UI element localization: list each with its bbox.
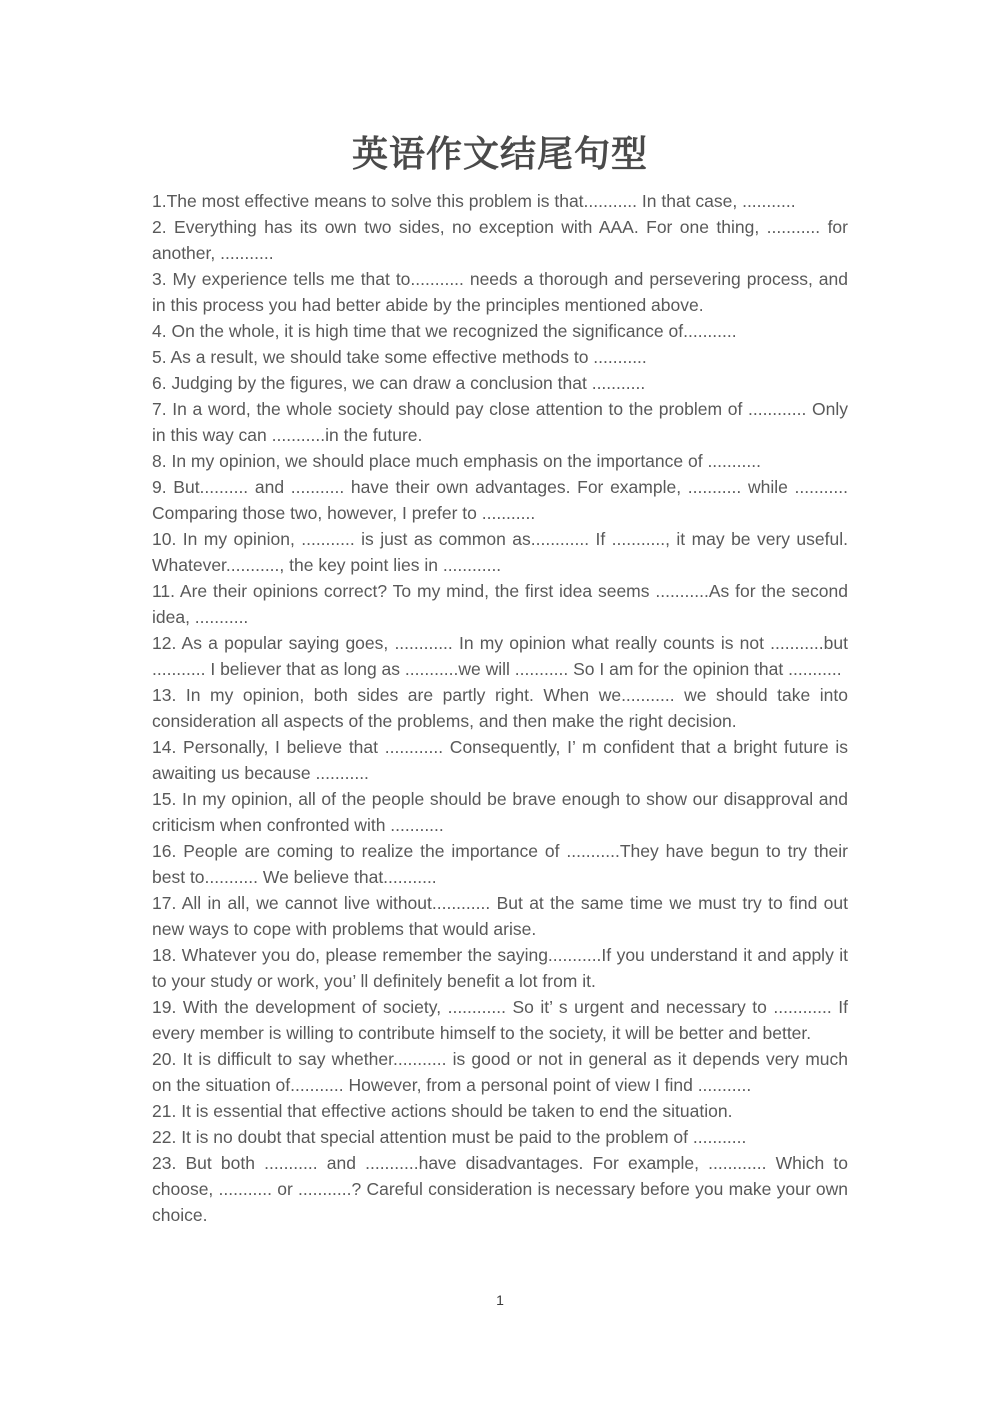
paragraph-1: 1.The most effective means to solve this problem is that........... In that case, ...........	[152, 191, 796, 211]
paragraph-20: 20. It is difficult to say whether........... is good or not in general as it depends very much on the situation of........... However, from a personal point of view I find ...........	[152, 1049, 848, 1095]
paragraph-18: 18. Whatever you do, please remember the saying...........If you understand it and apply it to your study or work, you’ ll definitely benefit a lot from it.	[152, 945, 848, 991]
paragraph-8: 8. In my opinion, we should place much emphasis on the importance of ...........	[152, 451, 761, 471]
paragraph-4: 4. On the whole, it is high time that we recognized the significance of...........	[152, 321, 737, 341]
paragraph-19: 19. With the development of society, ............ So it’ s urgent and necessary to ............ If every member is willing to contribute himself to the society, it will be better and better.	[152, 997, 848, 1043]
paragraph-list	[152, 188, 848, 1228]
paragraph-17: 17. All in all, we cannot live without............ But at the same time we must try to find out new ways to cope with problems that would arise.	[152, 893, 848, 939]
page-number: 1	[496, 1292, 504, 1308]
paragraph-23: 23. But both ........... and ...........have disadvantages. For example, ............ Which to choose, ........... or ...........? Careful consideration is necessary before you make your own choice.	[152, 1153, 848, 1225]
paragraph-21: 21. It is essential that effective actions should be taken to end the situation.	[152, 1101, 733, 1121]
paragraph-6: 6. Judging by the figures, we can draw a conclusion that ...........	[152, 373, 646, 393]
paragraph-2: 2. Everything has its own two sides, no exception with AAA. For one thing, ........... for another, ...........	[152, 217, 848, 263]
paragraph-12: 12. As a popular saying goes, ............ In my opinion what really counts is not ...........but ........... I believer that as long as ...........we will ........... So I am for the opinion that ...........	[152, 633, 848, 679]
paragraph-5: 5. As a result, we should take some effective methods to ...........	[152, 347, 647, 367]
document-content	[152, 132, 848, 1228]
paragraph-9: 9. But.......... and ........... have their own advantages. For example, ........... while ........... Comparing those two, however, I prefer to ...........	[152, 477, 848, 523]
paragraph-22: 22. It is no doubt that special attention must be paid to the problem of ...........	[152, 1127, 747, 1147]
paragraph-16: 16. People are coming to realize the importance of ...........They have begun to try their best to........... We believe that...........	[152, 841, 848, 887]
paragraph-10: 10. In my opinion, ........... is just as common as............ If ..........., it may be very useful. Whatever..........., the key point lies in ............	[152, 529, 848, 575]
document-title: 英语作文结尾句型	[351, 133, 648, 174]
paragraph-3: 3. My experience tells me that to........... needs a thorough and persevering process, and in this process you had better abide by the principles mentioned above.	[152, 269, 848, 315]
paragraph-15: 15. In my opinion, all of the people should be brave enough to show our disapproval and criticism when confronted with ...........	[152, 789, 848, 835]
paragraph-13: 13. In my opinion, both sides are partly right. When we........... we should take into consideration all aspects of the problems, and then make the right decision.	[152, 685, 848, 731]
paragraph-7: 7. In a word, the whole society should pay close attention to the problem of ............ Only in this way can ...........in the future.	[152, 399, 848, 445]
paragraph-11: 11. Are their opinions correct? To my mind, the first idea seems ...........As for the second idea, ...........	[152, 581, 848, 627]
paragraph-14: 14. Personally, I believe that ............ Consequently, I’ m confident that a bright future is awaiting us because ...........	[152, 737, 848, 783]
